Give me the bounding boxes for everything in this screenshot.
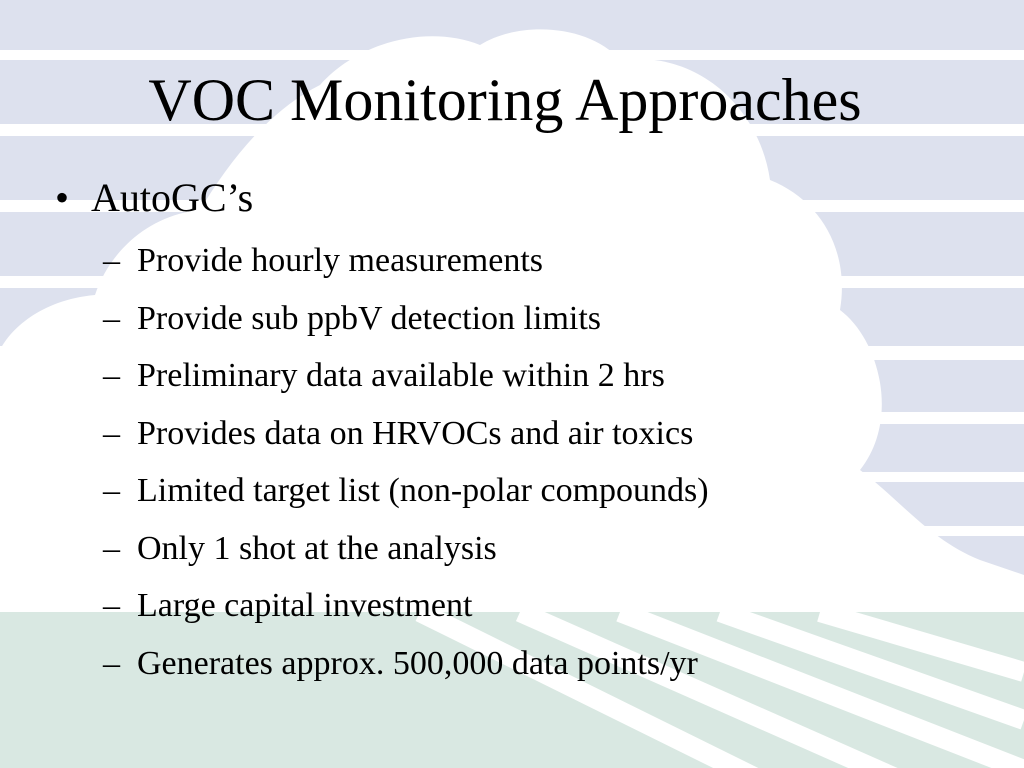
sub-bullet-item — [103, 232, 709, 290]
sub-bullet-item — [103, 290, 709, 348]
sub-bullet-item — [103, 462, 709, 520]
sub-bullet-text: Large capital investment — [137, 587, 473, 624]
sub-bullet-text: Provides data on HRVOCs and air toxics — [137, 414, 694, 452]
bullet-label: AutoGC’s — [91, 175, 254, 220]
dash-marker: – — [103, 472, 120, 509]
sub-bullet-text: Only 1 shot at the analysis — [137, 529, 497, 567]
sub-bullet-text: Generates approx. 500,000 data points/yr — [137, 644, 698, 682]
sub-bullet-text: Limited target list (non-polar compounds) — [137, 472, 709, 509]
dash-marker: – — [103, 414, 120, 452]
sub-bullet-text: Provide sub ppbV detection limits — [137, 299, 602, 337]
sub-bullet-item — [103, 405, 709, 463]
sub-bullet-text: Provide hourly measurements — [137, 242, 544, 279]
sub-bullet-item — [103, 347, 709, 405]
dash-marker: – — [103, 587, 120, 624]
dash-marker: – — [103, 242, 120, 279]
dash-marker: – — [103, 644, 120, 682]
dash-marker: – — [103, 529, 120, 567]
sub-bullet-item — [103, 520, 709, 578]
bullet-autogc — [55, 170, 253, 226]
dash-marker: – — [103, 299, 120, 337]
sub-bullet-text: Preliminary data available within 2 hrs — [137, 357, 665, 394]
slide-title: VOC Monitoring Approaches — [148, 67, 862, 133]
sub-bullet-item — [103, 577, 709, 635]
bullet-marker: • — [55, 175, 70, 220]
dash-marker: – — [103, 357, 120, 394]
sub-bullet-list — [103, 232, 709, 692]
sub-bullet-item — [103, 635, 709, 693]
